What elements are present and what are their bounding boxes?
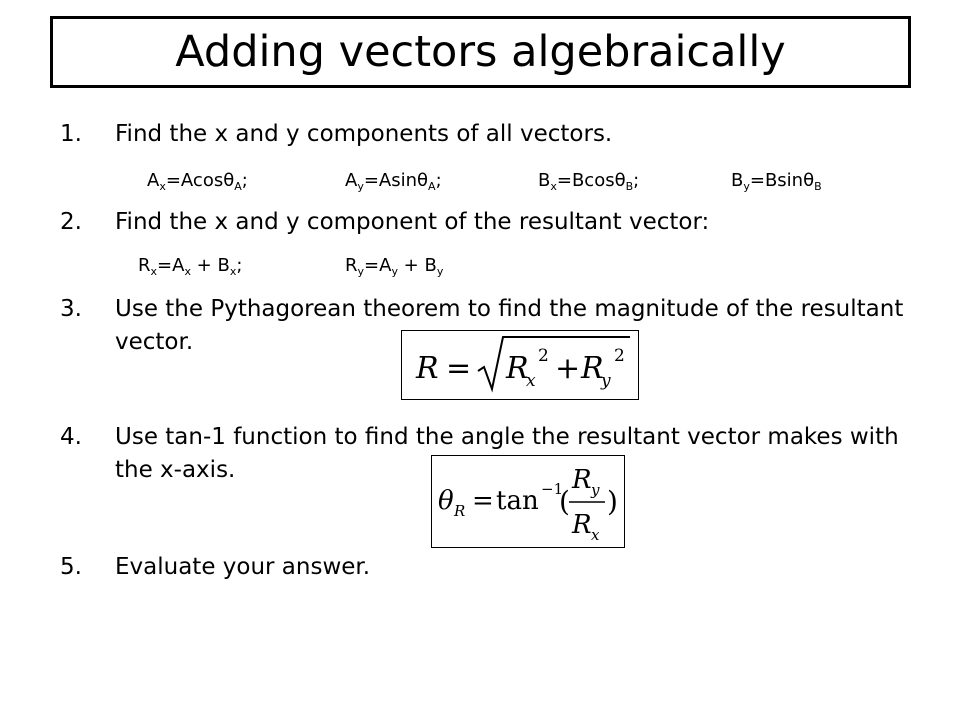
svg-text:): ) [607, 485, 618, 518]
step-text: Use tan-1 function to find the angle the resultant vector makes with the x-axis. [115, 424, 899, 483]
svg-text:y: y [601, 371, 611, 391]
step-text: Use the Pythagorean theorem to find the magnitude of the resultant vector. [115, 296, 904, 355]
svg-text:2: 2 [614, 346, 625, 366]
svg-text:R: R [506, 351, 529, 386]
magnitude-formula [401, 330, 639, 400]
step-number: 4. [60, 424, 82, 450]
svg-text:x: x [526, 371, 536, 391]
svg-text:R: R [572, 510, 592, 540]
svg-text:+: + [555, 351, 581, 386]
svg-text:tan: tan [496, 486, 539, 516]
equation-bx: $B_x=Bcos\theta_B$; [538, 170, 640, 193]
svg-text:R: R [581, 351, 604, 386]
formula-lhs: R [416, 351, 439, 386]
slide-title-box [50, 16, 911, 88]
equation-ry: $R_y=A_y + B_y$ [345, 255, 444, 278]
svg-text:y: y [591, 481, 600, 499]
formula-equals: = [446, 351, 472, 386]
svg-text:R: R [454, 502, 466, 520]
step-number: 1. [60, 121, 82, 147]
svg-text:(: ( [559, 485, 570, 518]
svg-text:x: x [591, 526, 600, 544]
svg-text:θ: θ [438, 486, 454, 516]
step-text: Find the x and y component of the resultant vector: [115, 209, 710, 235]
equation-rx: $R_x=A_x + B_x$; [138, 255, 243, 278]
step-number: 2. [60, 209, 82, 235]
angle-formula [431, 455, 625, 548]
equation-ax: $A_x=Acos\theta_A$; [147, 170, 248, 193]
svg-text:=: = [472, 486, 494, 516]
step-text: Find the x and y components of all vectors. [115, 121, 613, 147]
equation-by: $B_y=Bsin\theta_B$ [731, 170, 822, 193]
step-number: 3. [60, 296, 82, 322]
slide-title: Adding vectors algebraically [175, 27, 786, 77]
step-text: Evaluate your answer. [115, 554, 371, 580]
svg-text:R: R [572, 465, 592, 495]
step-number: 5. [60, 554, 82, 580]
svg-text:−1: −1 [541, 480, 564, 498]
equation-ay: $A_y=Asin\theta_A$; [345, 170, 442, 193]
svg-text:2: 2 [538, 346, 549, 366]
